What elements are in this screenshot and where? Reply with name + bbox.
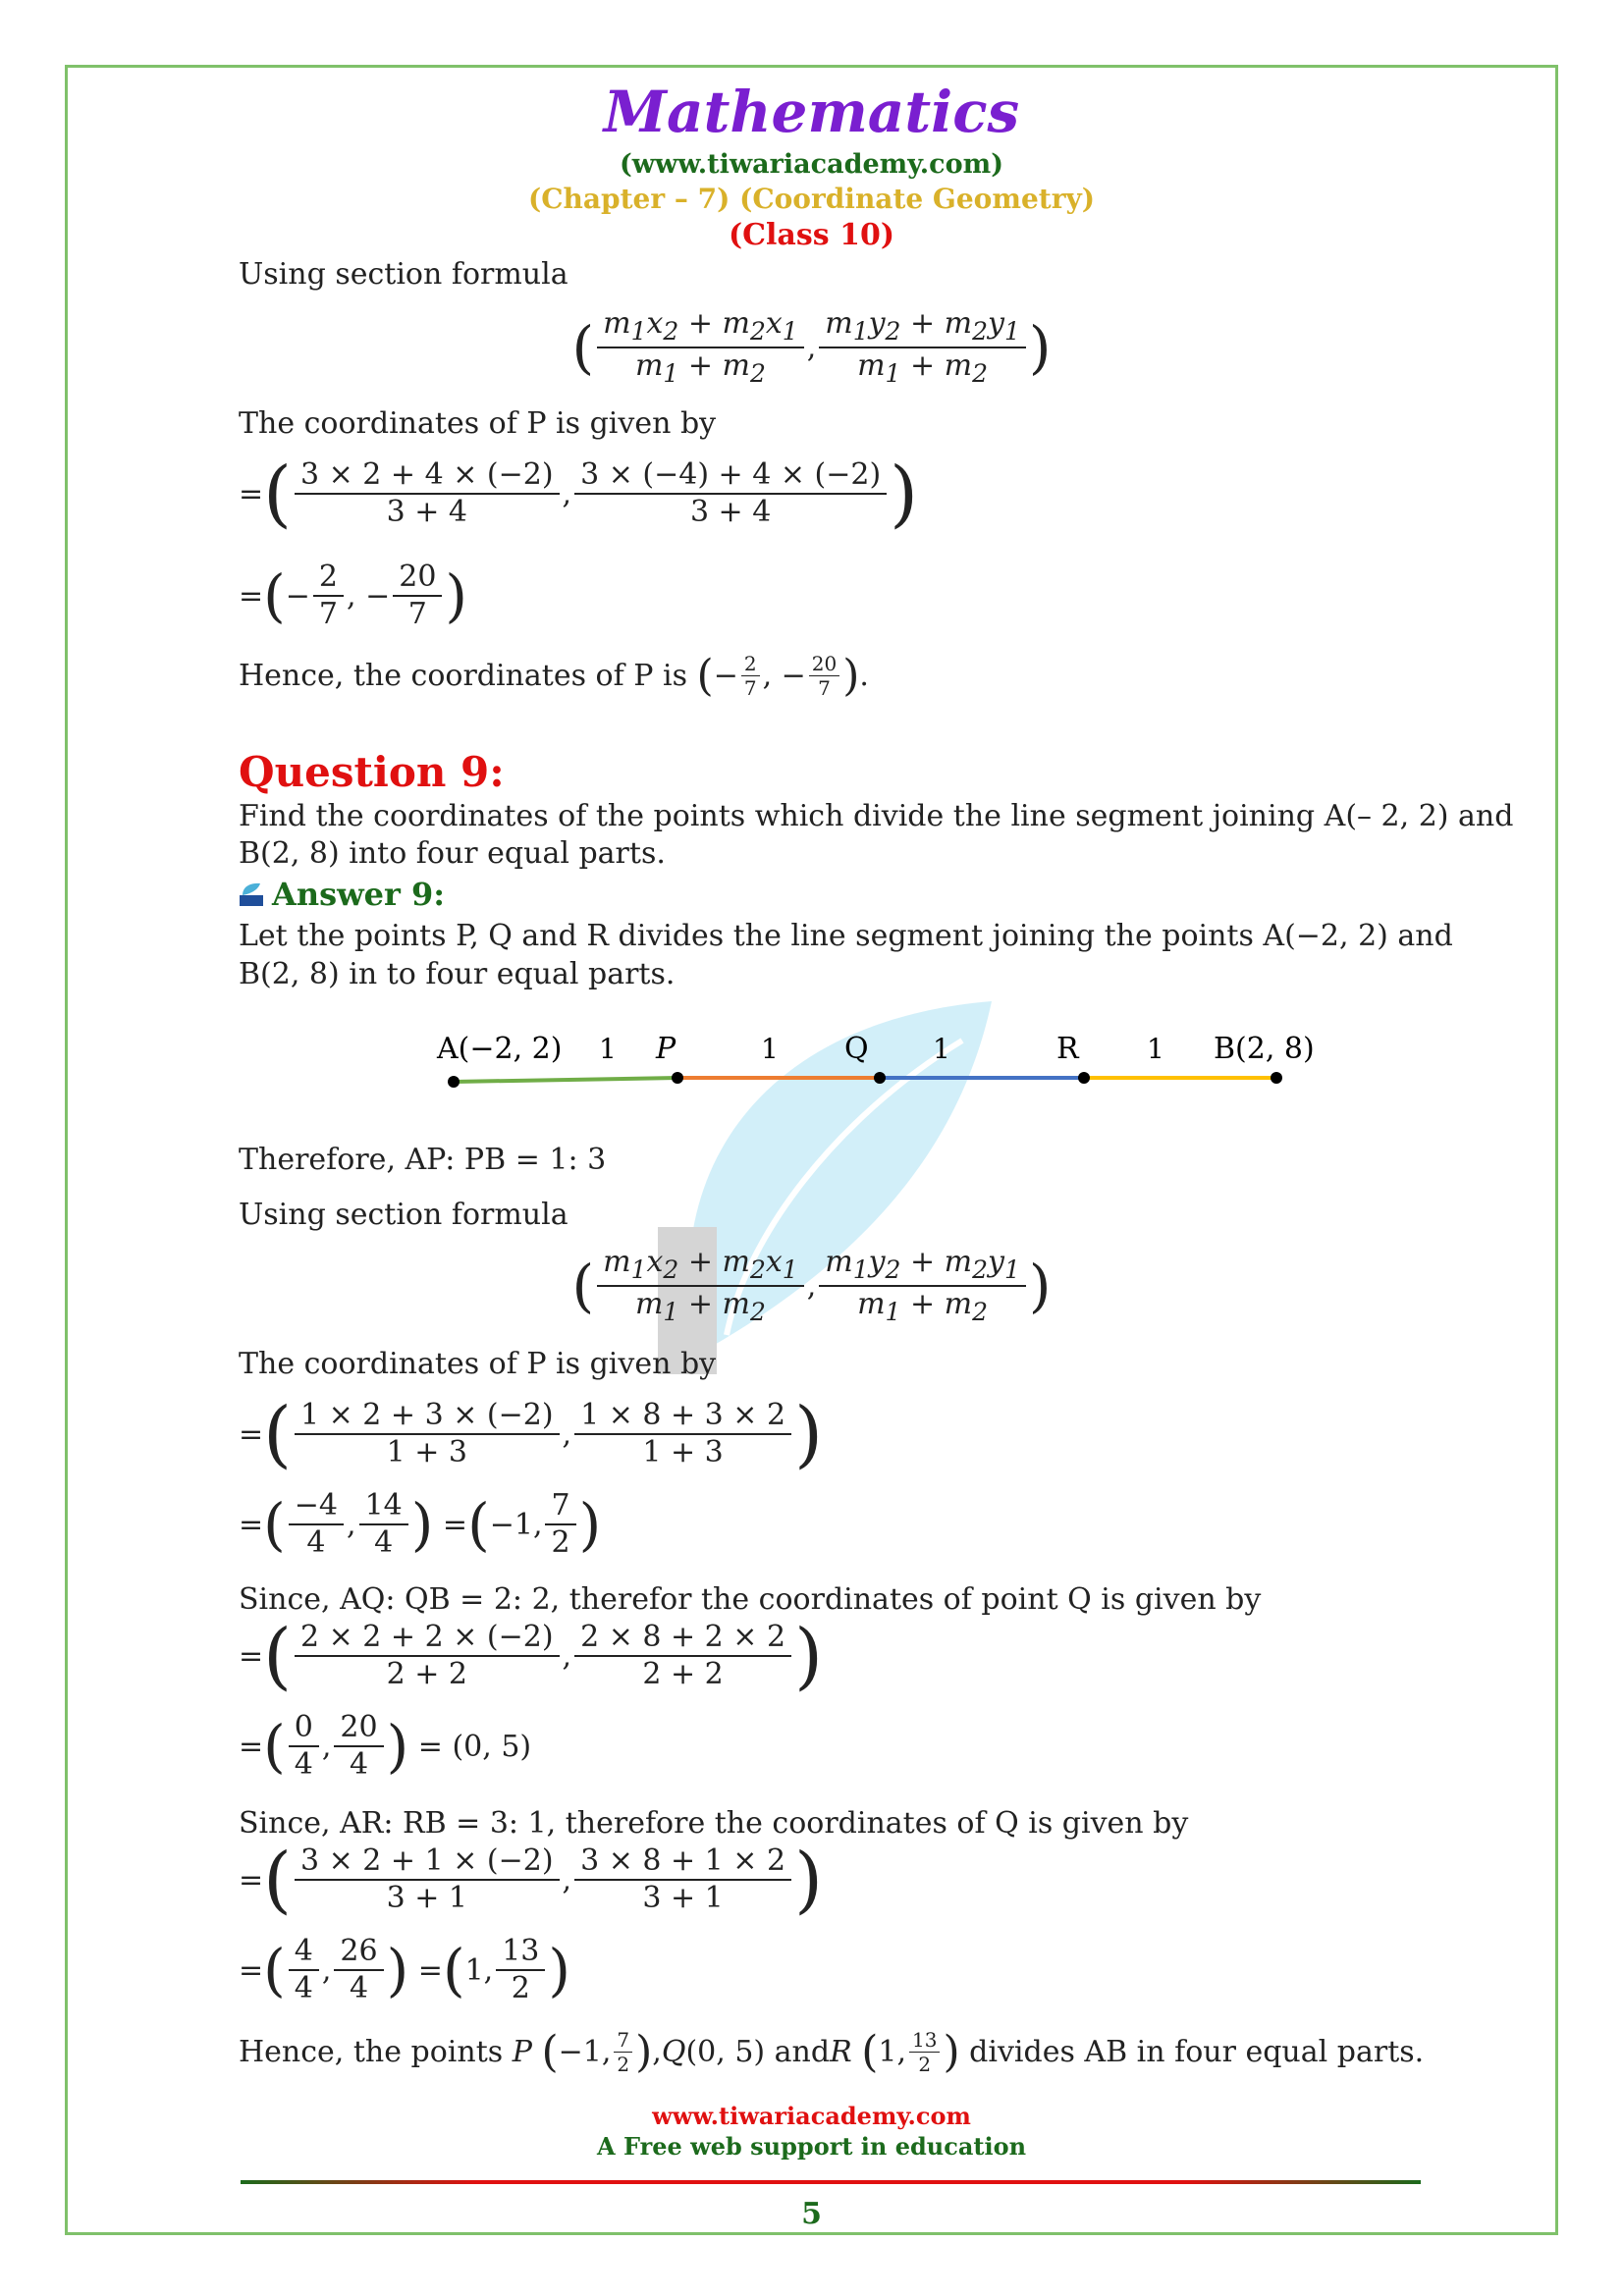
question-text-line-2: B(2, 8) into four equal parts. [239, 836, 666, 871]
hence-points: Hence, the points P ( −1, $\frac{7}{2}$ ) , Q (0, 5) and R ( 1, $\frac{13}{2}$ ) divides AB in four equal parts. [239, 2026, 1425, 2077]
using-section-formula-1: Using section formula [239, 257, 568, 292]
point-q [874, 1072, 886, 1084]
segment-ap [454, 1078, 677, 1082]
label-p: P [656, 1032, 676, 1066]
label-rb: 1 [1147, 1033, 1164, 1065]
p-calc-2: = ( $\frac{1 \times 2 + 3 \times (-2)}{1 + 3}$ , $\frac{1 \times 8 + 3 \times 2}{1 + 3}$ ) [239, 1392, 823, 1476]
footer-url[interactable]: www.tiwariacademy.com [652, 2102, 971, 2130]
r-result: = ( $\frac{4}{4}$ , $\frac{26}{4}$ ) = ( 1, $\frac{13}{2}$ ) [239, 1934, 571, 2005]
coords-of-p-text-2: The coordinates of P is given by [239, 1347, 717, 1381]
hence-p-1: Hence, the coordinates of P is ( − $\frac{2}{7}$ , − $\frac{20}{7}$ ) . [239, 650, 869, 701]
academy-logo-icon [239, 881, 264, 907]
point-a [448, 1076, 460, 1088]
answer-heading: Answer 9: [239, 876, 445, 913]
question-text-line-1: Find the coordinates of the points which divide the line segment joining A(– 2, 2) and [239, 799, 1514, 833]
using-section-formula-2: Using section formula [239, 1198, 568, 1232]
r-calc: = ( $\frac{3 \times 2 + 1 \times (-2)}{3 + 1}$ , $\frac{3 \times 8 + 1 \times 2}{3 + 1}$ ) [239, 1838, 823, 1922]
since-r-text: Since, AR: RB = 3: 1, therefore the coordinates of Q is given by [239, 1806, 1189, 1841]
section-formula-2: ( $\frac{m_1x_2 + m_2x_1}{m_1 + m_2}$ , $\frac{m_1y_2 + m_2y_1}{m_1 + m_2}$ ) [571, 1245, 1052, 1326]
answer-line-1: Let the points P, Q and R divides the line segment joining the points A(−2, 2) and [239, 919, 1453, 953]
label-ap: 1 [599, 1033, 617, 1065]
footer-tagline: A Free web support in education [596, 2132, 1027, 2161]
point-r [1078, 1072, 1090, 1084]
line-segment-diagram [422, 1021, 1325, 1099]
header-url: (www.tiwariacademy.com) [620, 149, 1003, 180]
footer-divider [241, 2180, 1421, 2184]
page-number: 5 [801, 2197, 822, 2231]
question-heading: Question 9: [239, 748, 505, 796]
coords-of-p-text-1: The coordinates of P is given by [239, 406, 717, 441]
since-q-text: Since, AQ: QB = 2: 2, therefor the coordinates of point Q is given by [239, 1582, 1262, 1617]
page-title: Mathematics [603, 79, 1020, 145]
class-label: (Class 10) [728, 218, 895, 252]
label-qr: 1 [933, 1033, 950, 1065]
p-calc-1: = ( $\frac{3 \times 2 + 4 \times (-2)}{3 + 4}$ , $\frac{3 \times (-4) + 4 \times (-2)}{3 + 4}$ ) [239, 452, 919, 536]
label-b: B(2, 8) [1214, 1032, 1315, 1066]
chapter-label: (Chapter – 7) (Coordinate Geometry) [528, 183, 1095, 215]
point-b [1271, 1072, 1282, 1084]
label-pq: 1 [761, 1033, 779, 1065]
p-result-1: = ( − $\frac{2}{7}$ , − $\frac{20}{7}$ ) [239, 560, 468, 631]
q-calc: = ( $\frac{2 \times 2 + 2 \times (-2)}{2 + 2}$ , $\frac{2 \times 8 + 2 \times 2}{2 + 2}$ ) [239, 1614, 823, 1698]
point-p [672, 1072, 683, 1084]
section-formula-1: ( $\frac{m_1x_2 + m_2x_1}{m_1 + m_2}$ , $\frac{m_1y_2 + m_2y_1}{m_1 + m_2}$ ) [571, 306, 1052, 388]
p-result-2: = ( $\frac{-4}{4}$ , $\frac{14}{4}$ ) = ( −1, $\frac{7}{2}$ ) [239, 1488, 602, 1560]
label-r: R [1056, 1032, 1079, 1066]
therefore-ratio: Therefore, AP: PB = 1: 3 [239, 1143, 607, 1177]
label-a: A(−2, 2) [437, 1032, 563, 1066]
label-q: Q [844, 1032, 869, 1066]
q-result: = ( $\frac{0}{4}$ , $\frac{20}{4}$ ) = (0, 5) [239, 1710, 532, 1782]
answer-line-2: B(2, 8) in to four equal parts. [239, 957, 676, 991]
